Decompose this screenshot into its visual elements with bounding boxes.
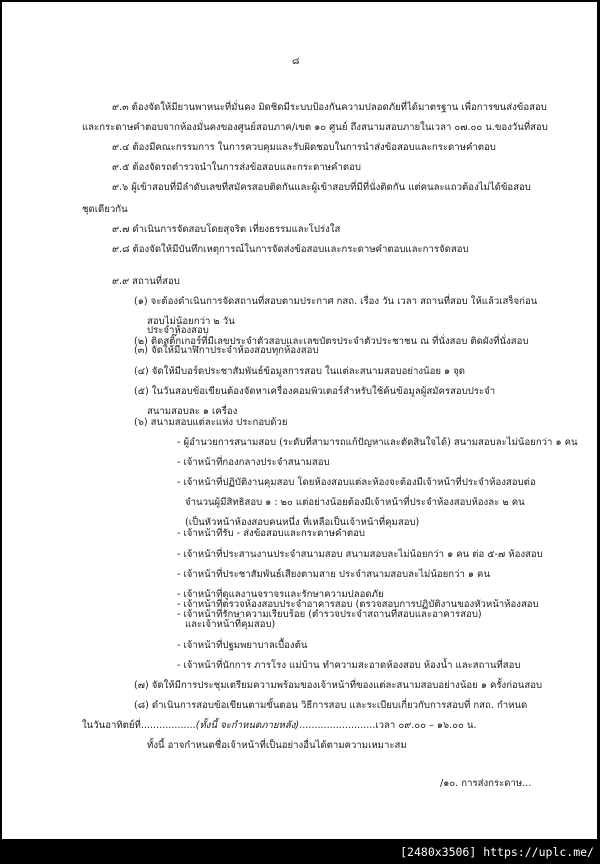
item2-line1: (๒) ติดสติ๊กเกอร์ที่มีเลขประจำตัวสอบและเลขบัตรประจำตัวประชาชน ณ ที่นั่งสอบ ติดผังที่นั่งสอบ xyxy=(134,336,529,347)
item8-time: .........................เวลา ๐๙.๐๐ – ๑๖.๐๐ น. xyxy=(299,720,477,731)
item2-line2: ประจำห้องสอบ xyxy=(147,325,209,336)
staff-item: - เจ้าหน้าที่ดูแลงานจราจรและรักษาความปลอดภัย xyxy=(177,589,384,600)
item8-date-prefix: ในวันอาทิตย์ที่.................. xyxy=(82,720,196,731)
section-9-9-title: ๙.๙ สถานที่สอบ xyxy=(112,276,180,287)
section-9-4: ๙.๔ ต้องมีคณะกรรมการ ในการควบคุมและรับผิดชอบในการนำส่งข้อสอบและกระดาษคำตอบ xyxy=(112,142,496,153)
staff-item: - เจ้าหน้าที่ปฐมพยาบาลเบื้องต้น xyxy=(177,640,308,651)
item4: (๔) จัดให้มีบอร์ดประชาสัมพันธ์ข้อมูลการสอบ ในแต่ละสนามสอบอย่างน้อย ๑ จุด xyxy=(134,366,466,377)
staff-item-cont: และเจ้าหน้าที่คุมสอบ) xyxy=(185,619,276,630)
staff-item: - เจ้าหน้าที่ตรวจห้องสอบประจำอาคารสอบ (ตรวจสอบการปฏิบัติงานของหัวหน้าห้องสอบ xyxy=(177,599,539,610)
section-9-3-line1: ๙.๓ ต้องจัดให้มียานพาหนะที่มั่นคง มิดชิดมีระบบป้องกันความปลอดภัยที่ได้มาตรฐาน เพื่อการขนส่งข้อสอบ xyxy=(112,102,547,113)
item5-line2: สนามสอบละ ๑ เครื่อง xyxy=(147,406,238,417)
item5-line1: (๕) ในวันสอบข้อเขียนต้องจัดหาเครื่องคอมพิวเตอร์สำหรับใช้ค้นข้อมูลผู้สมัครสอบประจำ xyxy=(134,386,496,397)
item3: (๓) จัดให้มีนาฬิกาประจำห้องสอบทุกห้องสอบ xyxy=(134,345,319,356)
section-9-5: ๙.๕ ต้องจัดรถตำรวจนำในการส่งข้อสอบและกระดาษคำตอบ xyxy=(112,162,361,173)
section-9-7: ๙.๗ ดำเนินการจัดสอบโดยสุจริต เที่ยงธรรมและโปร่งใส xyxy=(112,224,341,235)
item8-date-note: (ทั้งนี้ จะกำหนดภายหลัง) xyxy=(195,720,300,731)
staff-item-cont: (เป็นหัวหน้าห้องสอบคนหนึ่ง ที่เหลือเป็นเจ้าหน้าที่คุมสอบ) xyxy=(185,517,420,528)
staff-item: - เจ้าหน้าที่ประชาสัมพันธ์เสียงตามสาย ประจำสนามสอบละไม่น้อยกว่า ๑ คน xyxy=(177,569,491,580)
staff-item: - เจ้าหน้าที่รับ - ส่งข้อสอบและกระดาษคำตอบ xyxy=(177,528,365,539)
page-number: ๘ xyxy=(292,56,300,67)
staff-item: - เจ้าหน้าที่ปฏิบัติงานคุมสอบ โดยห้องสอบแต่ละห้องจะต้องมีเจ้าหน้าที่ประจำห้องสอบต่อ xyxy=(177,477,536,488)
staff-item: - เจ้าหน้าที่กองกลางประจำสนามสอบ xyxy=(177,457,330,468)
staff-item: - เจ้าหน้าที่ประสานงานประจำสนามสอบ สนามสอบละไม่น้อยกว่า ๑ คน ต่อ ๕-๗ ห้องสอบ xyxy=(177,549,543,560)
section-9-6-line2: ชุดเดียวกัน xyxy=(82,204,128,215)
staff-item-cont: จำนวนผู้มีสิทธิสอบ ๑ : ๒๐ แต่อย่างน้อยต้องมีเจ้าหน้าที่ประจำห้องสอบห้องละ ๒ คน xyxy=(185,497,525,508)
section-9-6-line1: ๙.๖ ผู้เข้าสอบที่มีลำดับเลขที่สมัครสอบติดกันและผู้เข้าสอบที่มีที่นั่งติดกัน แต่คนละแถวต้องไม่ได้ข้อสอบ xyxy=(112,182,531,193)
staff-item: - เจ้าหน้าที่นักการ ภารโรง แม่บ้าน ทำความสะอาดห้องสอบ ห้องน้ำ และสถานที่สอบ xyxy=(177,660,521,671)
section-9-8: ๙.๘ ต้องจัดให้มีบันทึกเหตุการณ์ในการจัดส่งข้อสอบและกระดาษคำตอบและการจัดสอบ xyxy=(112,244,469,255)
item7: (๗) จัดให้มีการประชุมเตรียมความพร้อมของเจ้าหน้าที่ของแต่ละสนามสอบอย่างน้อย ๑ ครั้งก่อนสอบ xyxy=(134,680,543,691)
item1-line1: (๑) จะต้องดำเนินการจัดสถานที่สอบตามประกาศ กสถ. เรื่อง วัน เวลา สถานที่สอบ ให้แล้วเสร็จก่อน xyxy=(134,296,538,307)
item8-line1: (๘) ดำเนินการสอบข้อเขียนตามขั้นตอน วิธีการสอบ และระเบียบเกี่ยวกับการสอบที่ กสถ. กำหนด xyxy=(134,700,528,711)
document-page xyxy=(2,2,597,839)
section-9-3-line2: และกระดาษคำตอบจากห้องมั่นคงของศูนย์สอบภาค/เขต ๑๐ ศูนย์ ถึงสนามสอบภายในเวลา ๐๗.๐๐ น.ของวันที่สอบ xyxy=(82,122,548,133)
image-host-watermark: [2480x3506] https://uplc.me/ xyxy=(0,840,600,864)
note: ทั้งนี้ อาจกำหนดชื่อเจ้าหน้าที่เป็นอย่างอื่นได้ตามความเหมาะสม xyxy=(147,740,407,751)
item1-line2: สอบไม่น้อยกว่า ๒ วัน xyxy=(147,316,235,327)
item6-title: (๖) สนามสอบแต่ละแห่ง ประกอบด้วย xyxy=(134,417,288,428)
staff-item: - เจ้าหน้าที่รักษาความเรียบร้อย (ตำรวจประจำสถานที่สอบและอาคารสอบ) xyxy=(177,609,482,620)
item8-line2 xyxy=(82,716,477,735)
staff-item: - ผู้อำนวยการสนามสอบ (ระดับที่สามารถแก้ปัญหาและตัดสินใจได้) สนามสอบละไม่น้อยกว่า ๑ คน xyxy=(177,437,578,448)
continuation-marker: /๑๐. การส่งกระดาษ... xyxy=(440,778,532,789)
